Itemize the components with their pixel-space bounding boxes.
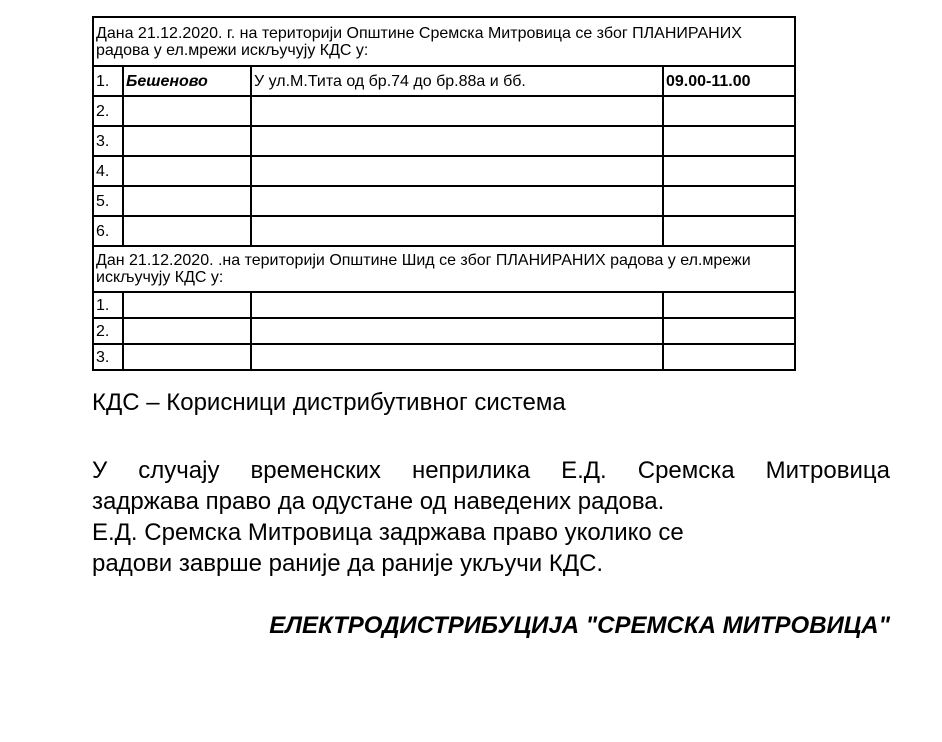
table-row <box>93 66 795 96</box>
notice-block <box>92 455 890 579</box>
time-cell <box>663 318 795 344</box>
street-cell <box>251 216 663 246</box>
time-cell <box>663 344 795 370</box>
time-cell: 09.00-11.00 <box>663 66 795 96</box>
time-cell <box>663 96 795 126</box>
street-cell: У ул.М.Тита од бр.74 до бр.88а и бб. <box>251 66 663 96</box>
table-row <box>93 318 795 344</box>
section2-header: Дан 21.12.2020. .на територији Општине Шид се због ПЛАНИРАНИХ радова у ел.мрежи искључују КДС у: <box>93 246 795 292</box>
street-cell <box>251 318 663 344</box>
street-cell <box>251 156 663 186</box>
place-cell <box>123 216 251 246</box>
table-row <box>93 96 795 126</box>
place-cell <box>123 126 251 156</box>
street-cell <box>251 344 663 370</box>
row-number: 1. <box>93 292 123 318</box>
table-row <box>93 186 795 216</box>
place-cell <box>123 186 251 216</box>
place-cell: Бешеново <box>123 66 251 96</box>
notice-line: У случају временских неприлика Е.Д. Сремска Митровица <box>92 457 890 484</box>
street-cell <box>251 126 663 156</box>
time-cell <box>663 186 795 216</box>
street-cell <box>251 186 663 216</box>
place-cell <box>123 344 251 370</box>
table-row <box>93 156 795 186</box>
street-cell <box>251 292 663 318</box>
table-row <box>93 126 795 156</box>
place-cell <box>123 318 251 344</box>
row-number: 3. <box>93 344 123 370</box>
place-cell <box>123 96 251 126</box>
table-row <box>93 292 795 318</box>
time-cell <box>663 126 795 156</box>
section1-header: Дана 21.12.2020. г. на територији Општине Сремска Митровица се због ПЛАНИРАНИХ радова у ел.мрежи искључују КДС у: <box>93 17 795 66</box>
table-row <box>93 216 795 246</box>
place-cell <box>123 156 251 186</box>
place-cell <box>123 292 251 318</box>
notice-line: радови заврше раније да раније укључи КДС. <box>92 550 604 577</box>
outage-table <box>92 16 796 371</box>
table-row <box>93 344 795 370</box>
street-cell <box>251 96 663 126</box>
row-number: 2. <box>93 96 123 126</box>
row-number: 2. <box>93 318 123 344</box>
row-number: 6. <box>93 216 123 246</box>
time-cell <box>663 156 795 186</box>
notice-line: задржава право да одустане од наведених радова. <box>92 488 665 515</box>
row-number: 4. <box>93 156 123 186</box>
kds-note: КДС – Корисници дистрибутивног система <box>92 389 566 416</box>
time-cell <box>663 292 795 318</box>
signature: ЕЛЕКТРОДИСТРИБУЦИЈА "СРЕМСКА МИТРОВИЦА" <box>269 612 890 639</box>
row-number: 3. <box>93 126 123 156</box>
row-number: 5. <box>93 186 123 216</box>
row-number: 1. <box>93 66 123 96</box>
notice-line: Е.Д. Сремска Митровица задржава право уколико се <box>92 519 684 546</box>
time-cell <box>663 216 795 246</box>
